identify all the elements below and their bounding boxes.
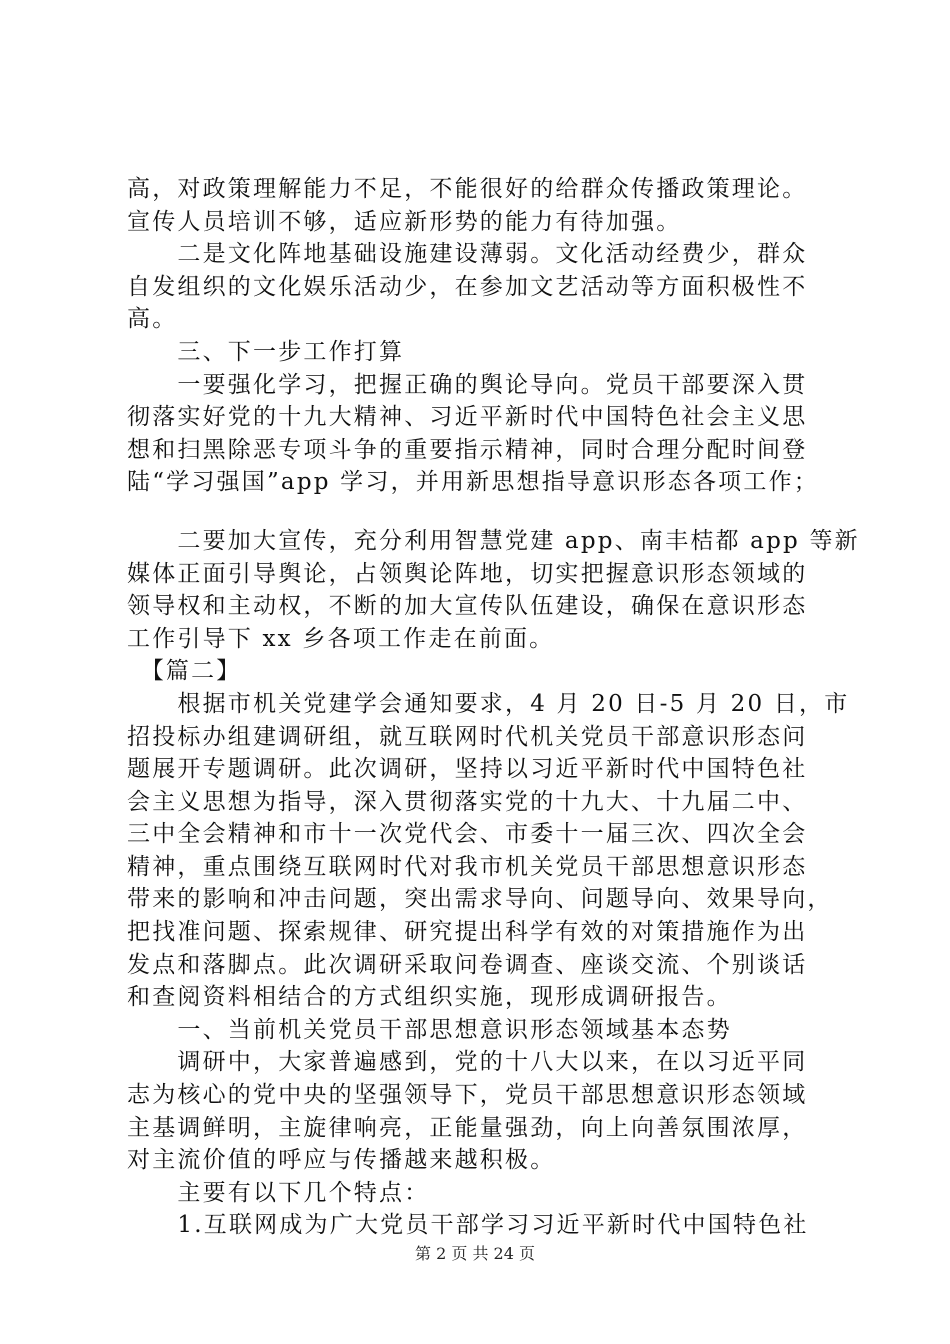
page-number-footer: 第 2 页 共 24 页: [415, 1244, 535, 1263]
paragraph-gap: [127, 499, 845, 525]
text-line: 主基调鲜明，主旋律响亮，正能量强劲，向上向善氛围浓厚，: [127, 1114, 808, 1141]
text-line: 一要强化学习，把握正确的舆论导向。党员干部要深入贯: [127, 371, 808, 398]
text-line: 和查阅资料相结合的方式组织实施，现形成调研报告。: [127, 984, 732, 1011]
text-line: 宣传人员培训不够，适应新形势的能力有待加强。: [127, 208, 682, 235]
section-heading: 一、当前机关党员干部思想意识形态领域基本态势: [127, 1016, 732, 1043]
text-line: 招投标办组建调研组，就互联网时代机关党员干部意识形态问: [127, 723, 808, 750]
text-line: 工作引导下 xx 乡各项工作走在前面。: [127, 625, 555, 652]
text-line: 自发组织的文化娱乐活动少，在参加文艺活动等方面积极性不: [127, 273, 808, 300]
text-line: 1.互联网成为广大党员干部学习习近平新时代中国特色社: [127, 1212, 809, 1239]
text-line: 领导权和主动权，不断的加大宣传队伍建设，确保在意识形态: [127, 593, 808, 620]
text-line: 志为核心的党中央的坚强领导下，党员干部思想意识形态领域: [127, 1082, 808, 1109]
text-line: 调研中，大家普遍感到，党的十八大以来，在以习近平同: [127, 1049, 808, 1076]
text-line: 对主流价值的呼应与传播越来越积极。: [127, 1147, 556, 1174]
text-line: 会主义思想为指导，深入贯彻落实党的十九大、十九届二中、: [127, 788, 808, 815]
text-line: 二是文化阵地基础设施建设薄弱。文化活动经费少，群众: [127, 241, 808, 268]
text-line: 陆“学习强国”app 学习，并用新思想指导意识形态各项工作；: [127, 469, 819, 496]
text-line: 媒体正面引导舆论，占领舆论阵地，切实把握意识形态领域的: [127, 560, 808, 587]
text-line: 把找准问题、探索规律、研究提出科学有效的对策措施作为出: [127, 919, 808, 946]
text-line: 想和扫黑除恶专项斗争的重要指示精神，同时合理分配时间登: [127, 436, 808, 463]
text-line: 带来的影响和冲击问题，突出需求导向、问题导向、效果导向，: [127, 886, 833, 913]
text-line: 高。: [127, 306, 178, 333]
text-line: 彻落实好党的十九大精神、习近平新时代中国特色社会主义思: [127, 404, 808, 431]
text-line: 精神，重点围绕互联网时代对我市机关党员干部思想意识形态: [127, 853, 808, 880]
text-line: 三中全会精神和市十一次党代会、市委十一届三次、四次全会: [127, 821, 808, 848]
document-body: [127, 173, 860, 1242]
text-line: 高，对政策理解能力不足，不能很好的给群众传播政策理论。: [127, 176, 808, 202]
text-line: 发点和落脚点。此次调研采取问卷调查、座谈交流、个别谈话: [127, 951, 808, 978]
text-line: 题展开专题调研。此次调研，坚持以习近平新时代中国特色社: [127, 756, 808, 783]
text-line: 主要有以下几个特点：: [127, 1179, 430, 1206]
section-heading: 三、下一步工作打算: [127, 338, 405, 365]
text-line: 根据市机关党建学会通知要求，4 月 20 日-5 月 20 日，市: [127, 690, 850, 717]
text-line: 二要加大宣传，充分利用智慧党建 app、南丰桔都 app 等新: [127, 527, 860, 554]
part-heading: 【篇二】: [127, 658, 242, 685]
